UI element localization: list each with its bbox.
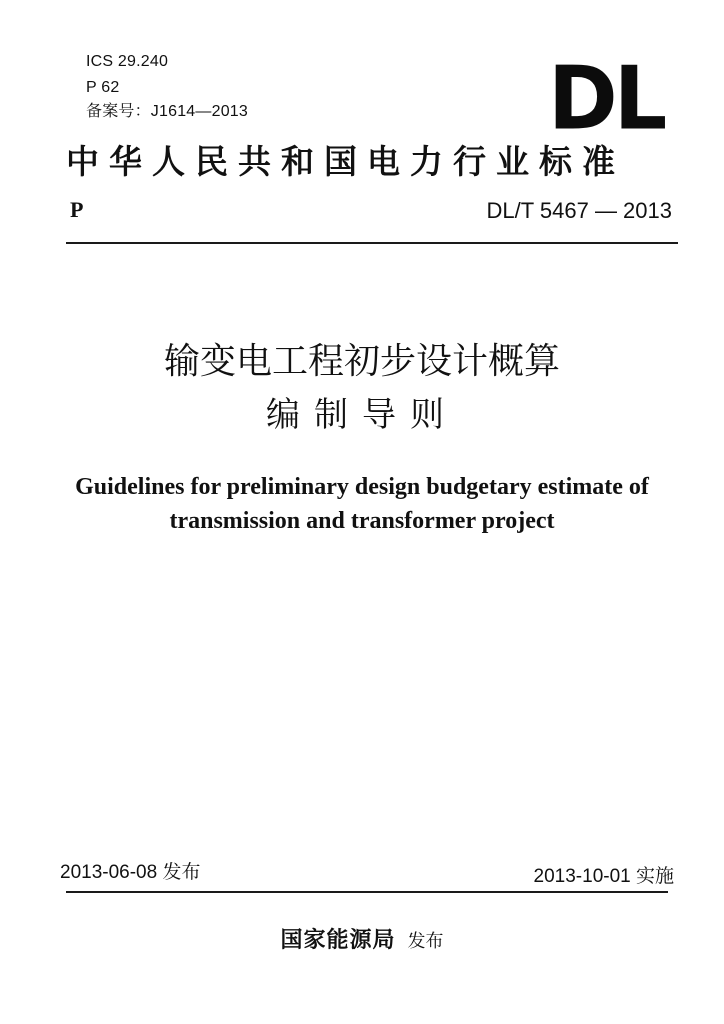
bottom-divider <box>66 891 668 893</box>
document-title-en: Guidelines for preliminary design budgetary estimate of transmission and transformer project <box>75 474 649 534</box>
document-subtitle-cn: 编制导则 <box>266 395 458 435</box>
effective-date: 2013-10-01 实施 <box>533 866 674 887</box>
issue-date: 2013-06-08 发布 <box>60 862 201 883</box>
standard-number: DL/T 5467 — 2013 <box>486 198 672 223</box>
record-number: 备案号：J1614—2013 <box>86 103 248 120</box>
classification-code: P 62 <box>86 79 120 96</box>
publisher-line <box>0 926 724 956</box>
ics-code: ICS 29.240 <box>86 53 169 70</box>
standard-category: P <box>70 197 84 222</box>
document-title-cn: 输变电工程初步设计概算 <box>163 341 560 382</box>
publisher-action: 发布 <box>407 931 444 952</box>
standard-title: 中华人民共和国电力行业标准 <box>66 142 625 181</box>
top-divider <box>66 242 678 244</box>
publisher-name: 国家能源局 <box>280 927 396 953</box>
dl-logo: DL <box>548 47 664 150</box>
